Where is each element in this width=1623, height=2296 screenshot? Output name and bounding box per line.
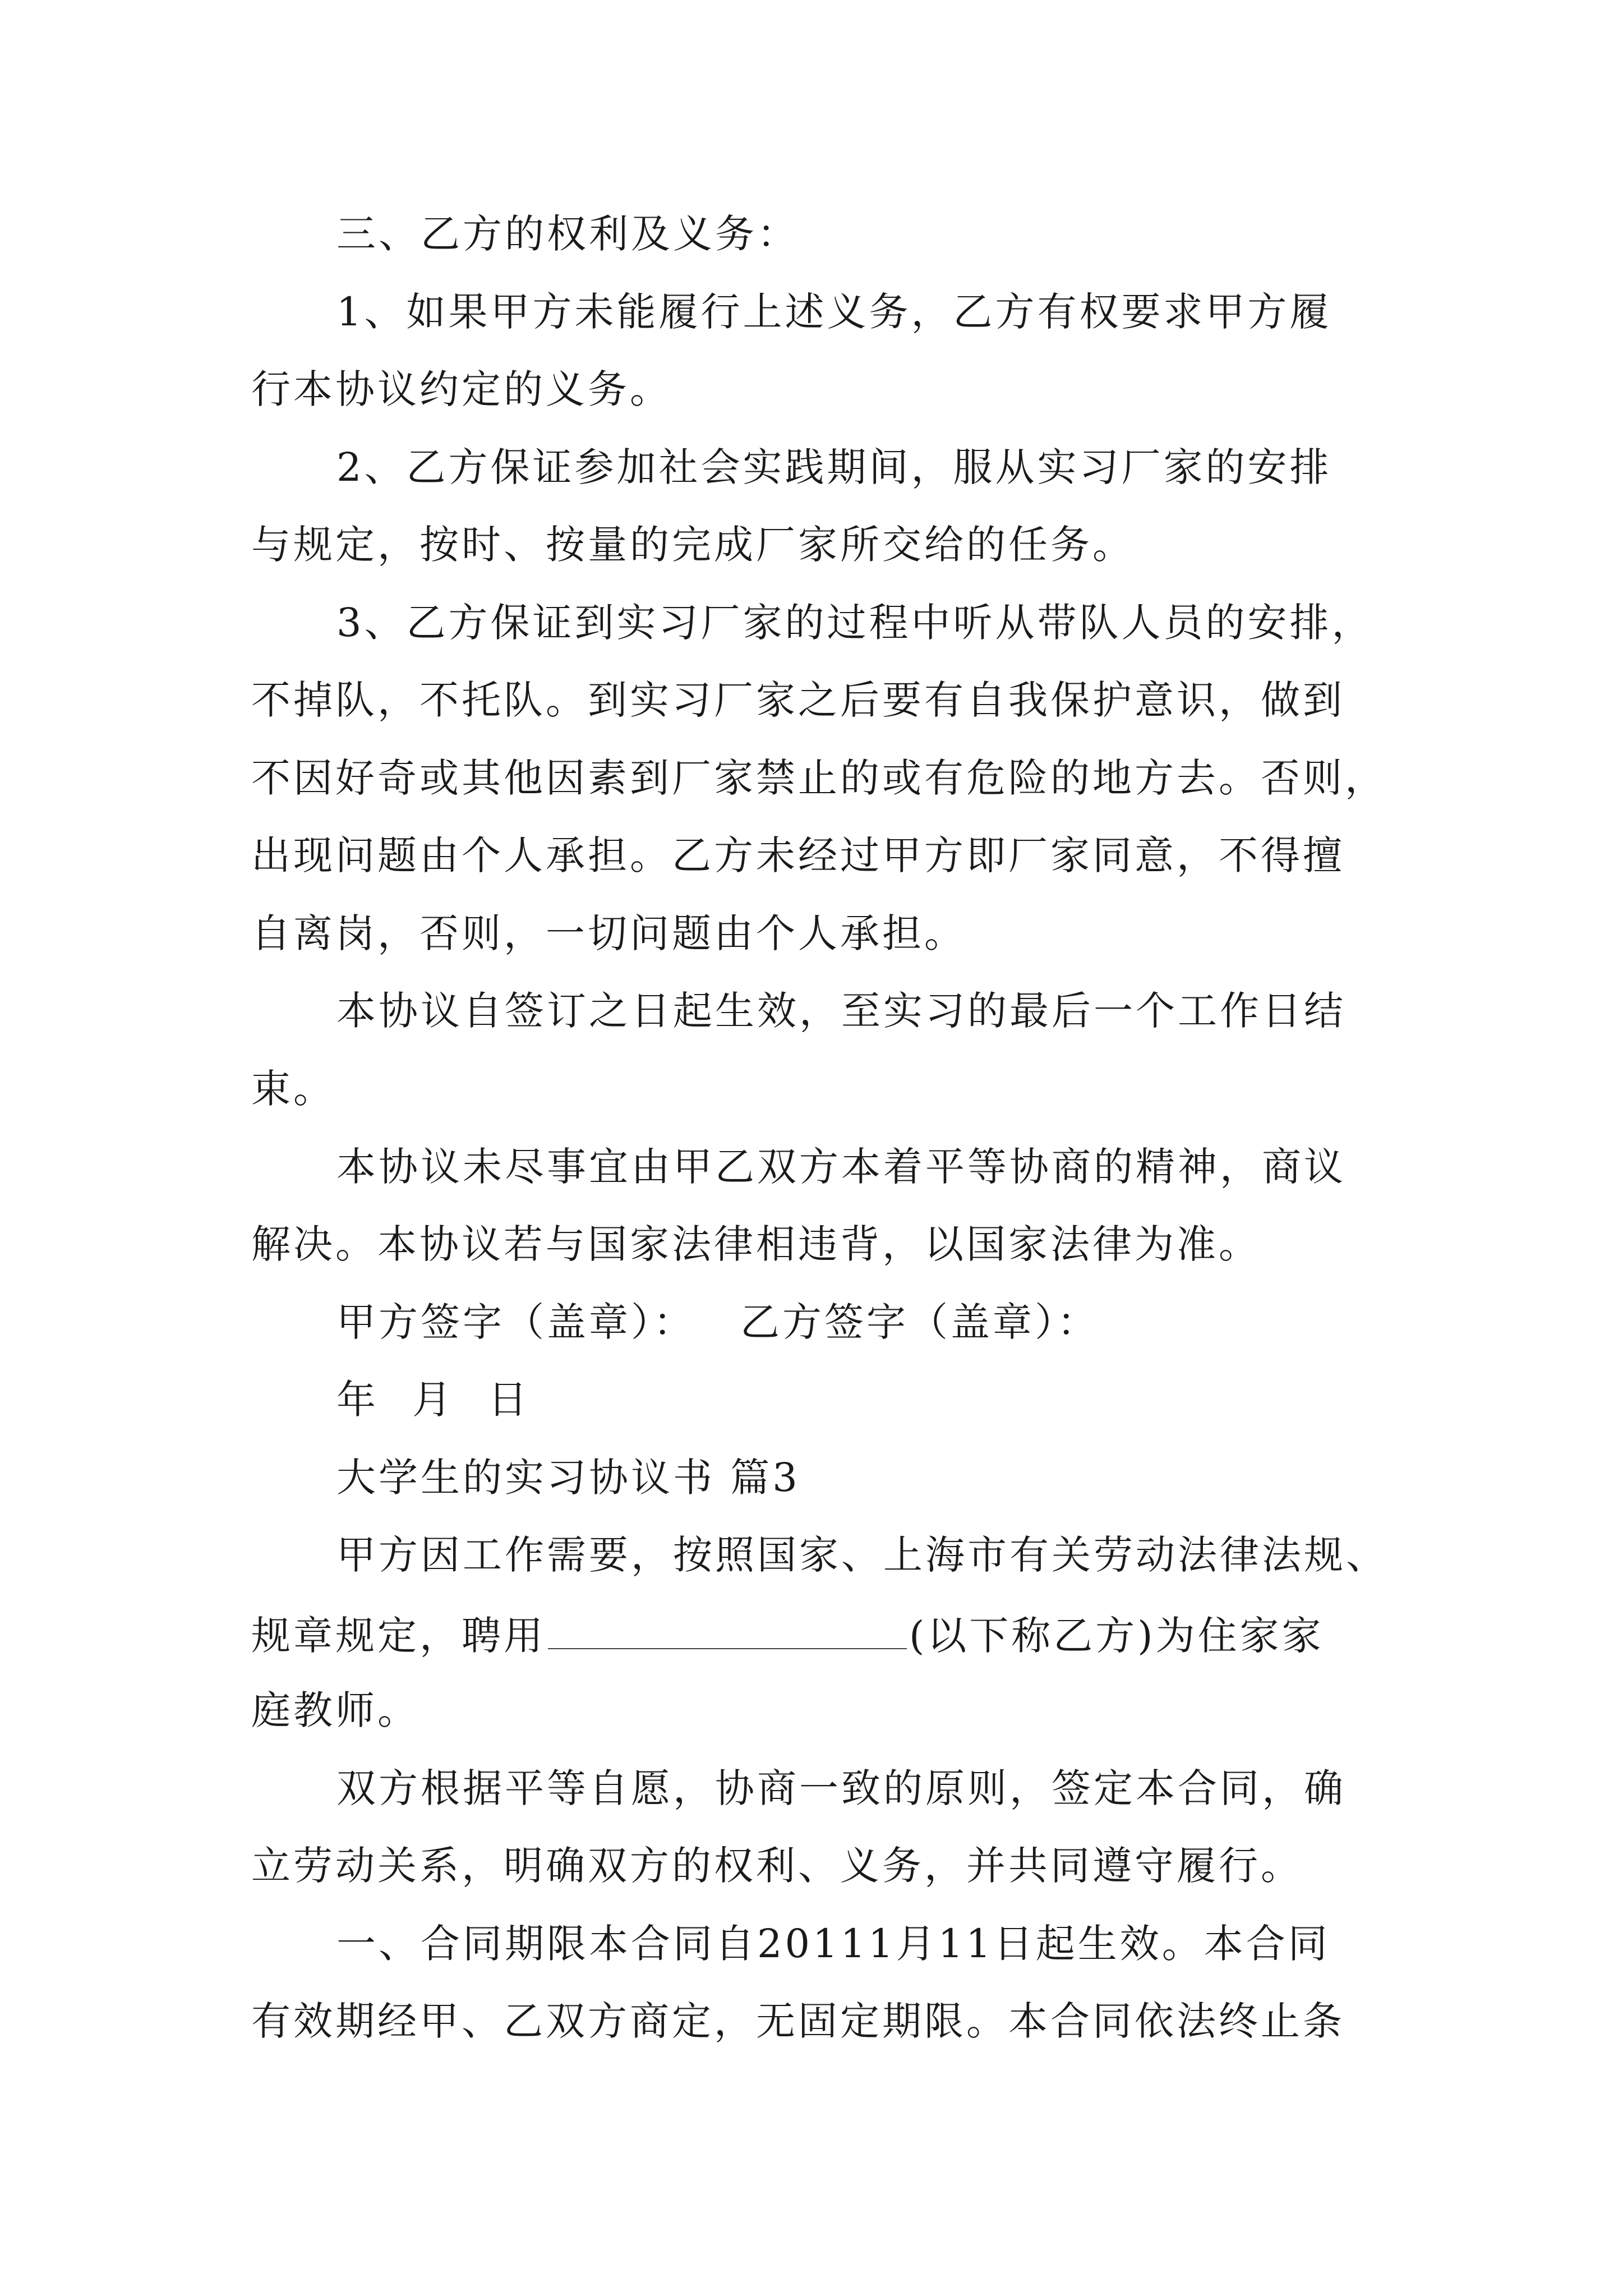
- date-line: [336, 1377, 530, 1423]
- paragraph-line: 出现问题由个人承担。乙方未经过甲方即厂家同意，不得擅: [251, 832, 1345, 878]
- paragraph-line: 与规定，按时、按量的完成厂家所交给的任务。: [251, 522, 1135, 568]
- paragraph-line: 2、乙方保证参加社会实践期间，服从实习厂家的安排: [336, 444, 1332, 490]
- date-year: 年: [336, 1377, 379, 1423]
- paragraph-line: 庭教师。: [251, 1687, 419, 1733]
- paragraph-line: 束。: [251, 1066, 335, 1112]
- paragraph-line: [251, 1613, 1324, 1659]
- paragraph-line: 3、乙方保证到实习厂家的过程中听从带队人员的安排，: [336, 600, 1374, 646]
- paragraph-line: 不因好奇或其他因素到厂家禁止的或有危险的地方去。否则，: [251, 755, 1387, 801]
- signature-line: [336, 1299, 1099, 1345]
- paragraph-line: 自离岗，否则，一切问题由个人承担。: [251, 910, 966, 956]
- paragraph-line: 解决。本协议若与国家法律相违背，以国家法律为准。: [251, 1221, 1261, 1267]
- paragraph-line: 本协议未尽事宜由甲乙双方本着平等协商的精神，商议: [336, 1144, 1346, 1190]
- section-title: 大学生的实习协议书 篇3: [336, 1455, 800, 1501]
- paragraph-line: 一、合同期限本合同自20111月11日起生效。本合同: [336, 1921, 1330, 1967]
- paragraph-line: 有效期经甲、乙双方商定，无固定期限。本合同依法终止条: [251, 1998, 1345, 2044]
- paragraph-line: 甲方因工作需要，按照国家、上海市有关劳动法律法规、: [336, 1532, 1388, 1578]
- intro-pre-text: 规章规定，聘用: [251, 1613, 546, 1659]
- name-blank-field: [548, 1613, 907, 1649]
- intro-post-text: (以下称乙方)为住家家: [909, 1613, 1324, 1659]
- paragraph-line: 行本协议约定的义务。: [251, 366, 672, 412]
- paragraph-line: 1、如果甲方未能履行上述义务，乙方有权要求甲方履: [336, 289, 1332, 335]
- date-day: 日: [488, 1377, 530, 1423]
- date-month: 月: [412, 1377, 454, 1423]
- paragraph-line: 立劳动关系，明确双方的权利、义务，并共同遵守履行。: [251, 1843, 1303, 1889]
- paragraph-line: 不掉队，不托队。到实习厂家之后要有自我保护意识，做到: [251, 677, 1345, 723]
- section-heading: 三、乙方的权利及义务：: [336, 211, 799, 257]
- paragraph-line: 双方根据平等自愿，协商一致的原则，签定本合同，确: [336, 1765, 1346, 1811]
- paragraph-line: 本协议自签订之日起生效，至实习的最后一个工作日结: [336, 988, 1346, 1034]
- party-b-signature-label: 乙方签字（盖章）：: [740, 1299, 1099, 1345]
- party-a-signature-label: 甲方签字（盖章）：: [336, 1299, 695, 1345]
